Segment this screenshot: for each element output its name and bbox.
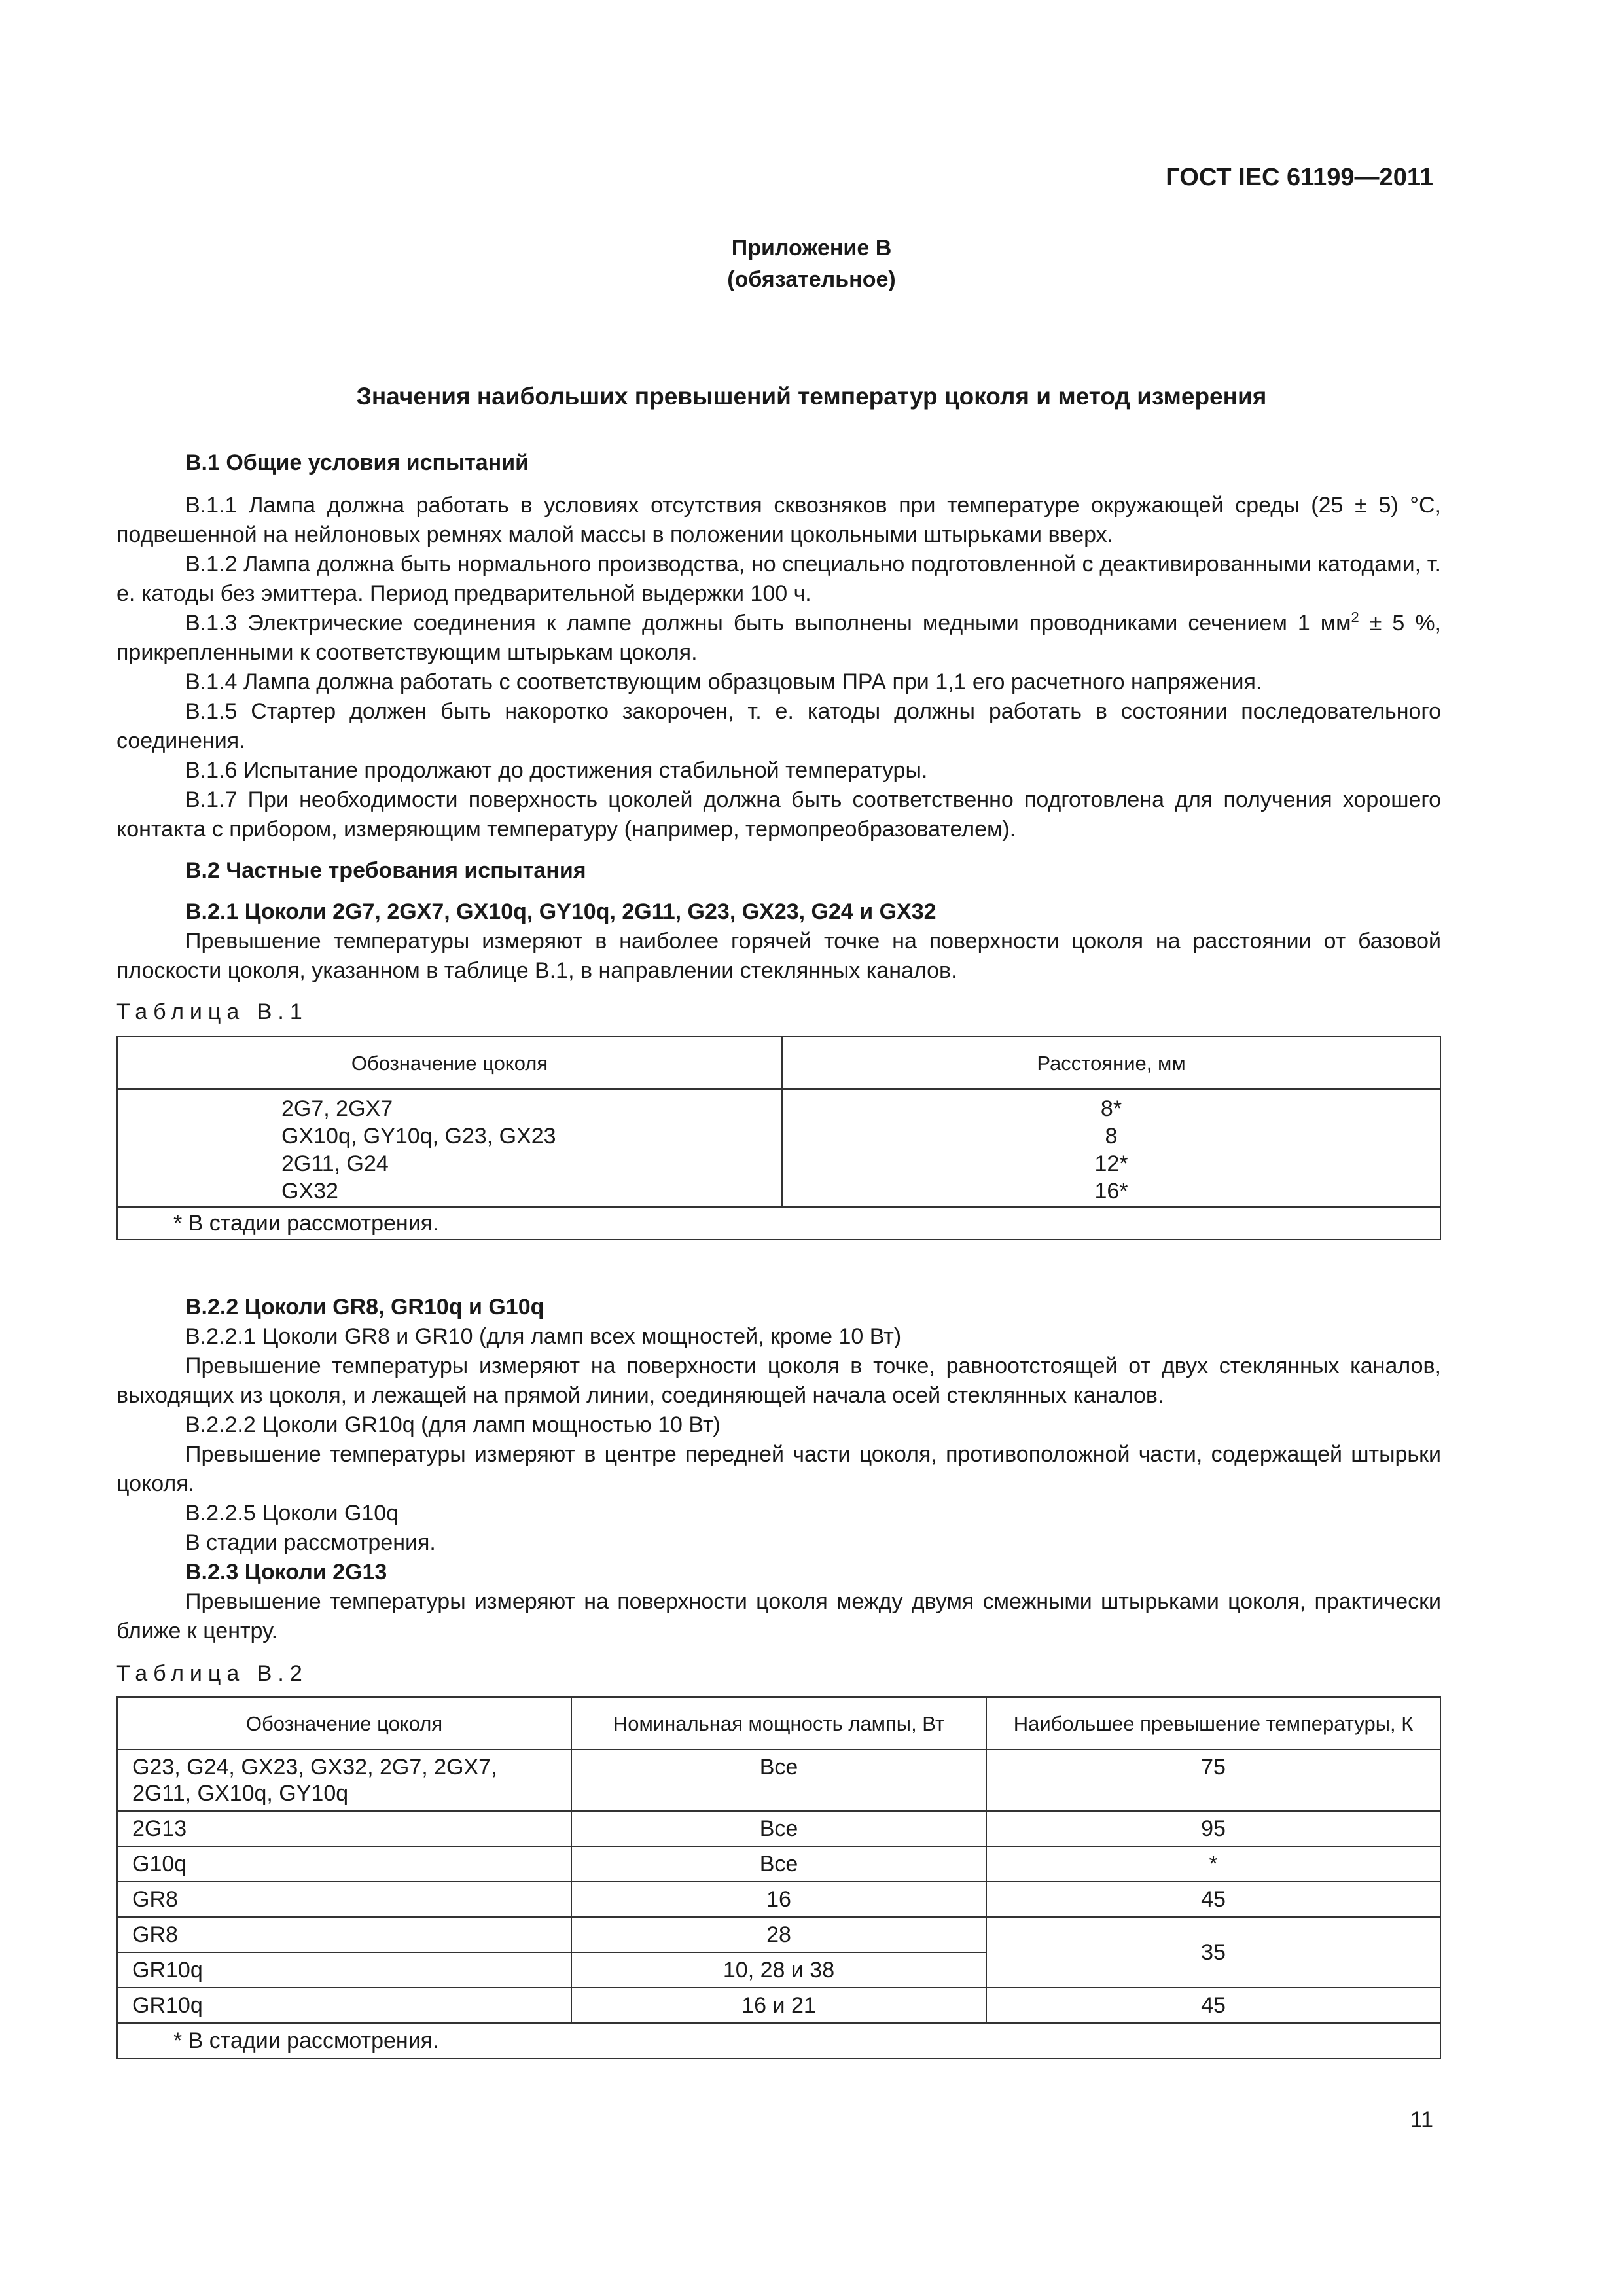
table-row — [117, 1988, 1440, 2023]
distance-value: 8 — [1105, 1124, 1118, 1149]
paragraph — [116, 609, 1441, 668]
table-cell: GR10q — [117, 1952, 571, 1988]
subsection-heading: В.2.3 Цоколи 2G13 — [185, 1560, 387, 1585]
table-cell: GR10q — [117, 1988, 571, 2023]
table-header: Обозначение цоколя — [117, 1697, 571, 1749]
text-run: В.1.3 Электрические соединения к лампе должны быть выполнены медными проводниками сечением 1 мм — [185, 611, 1351, 636]
page-number: 11 — [1410, 2108, 1433, 2132]
annex-title: Приложение В — [731, 236, 892, 260]
table-cell: G10q — [117, 1846, 571, 1882]
distance-value: 16* — [1094, 1179, 1128, 1204]
distance-value: 12* — [1094, 1151, 1128, 1176]
text-run: ± 5 %, прикрепленными к соответствующим штырькам цоколя. — [116, 611, 1441, 665]
table-header: Наибольшее превышение температуры, К — [986, 1697, 1440, 1749]
paragraph: В.1.2 Лампа должна быть нормального производства, но специально подготовленной с деактивированными катодами, т. е. катоды без эмиттера. Период предварительной выдержки 100 ч. — [116, 552, 1441, 606]
cap-value: GX10q, GY10q, G23, GX23 — [281, 1124, 556, 1149]
table-cell: Все — [571, 1811, 986, 1846]
table-b2 — [116, 1696, 1441, 2059]
table-cell: 10, 28 и 38 — [571, 1952, 986, 1988]
paragraph: Превышение температуры измеряют в наиболее горячей точке на поверхности цоколя на расстоянии от базовой плоскости цоколя, указанном в таблице В.1, в направлении стеклянных каналов. — [116, 929, 1441, 983]
table-cell: 16 и 21 — [571, 1988, 986, 2023]
table-cell: 16 — [571, 1882, 986, 1917]
cap-value: GX32 — [281, 1179, 338, 1204]
table-row — [117, 1846, 1440, 1882]
paragraph: В стадии рассмотрения. — [185, 1530, 436, 1555]
table-note: * В стадии рассмотрения. — [117, 2023, 1440, 2058]
paragraph: В.1.1 Лампа должна работать в условиях отсутствия сквозняков при температуре окружающей среды (25 ± 5) °С, подвешенной на нейлоновых ремнях малой массы в положении цокольными штырьками вверх. — [116, 493, 1441, 547]
paragraph: В.2.2.2 Цоколи GR10q (для ламп мощностью 10 Вт) — [185, 1412, 721, 1437]
table-row — [117, 1917, 1440, 1952]
section-b1 — [116, 448, 1441, 1240]
table-header: Расстояние, мм — [782, 1037, 1440, 1089]
cap-value: 2G11, G24 — [281, 1151, 389, 1176]
table-cell: 45 — [986, 1988, 1440, 2023]
subsection-heading: В.2.2 Цоколи GR8, GR10q и G10q — [185, 1295, 544, 1319]
table-b1 — [116, 1036, 1441, 1240]
table-cell: 28 — [571, 1917, 986, 1952]
main-title: Значения наибольших превышений температур цоколя и метод измерения — [356, 383, 1267, 410]
paragraph: В.2.2.5 Цоколи G10q — [185, 1501, 399, 1526]
table-cell: GR8 — [117, 1882, 571, 1917]
paragraph: В.2.2.1 Цоколи GR8 и GR10 (для ламп всех мощностей, кроме 10 Вт) — [185, 1324, 902, 1349]
paragraph: Превышение температуры измеряют в центре передней части цоколя, противоположной части, содержащей штырьки цоколя. — [116, 1442, 1441, 1496]
table-cell: Все — [571, 1749, 986, 1811]
paragraph: В.1.7 При необходимости поверхность цоколей должна быть соответственно подготовлена для получения хорошего контакта с прибором, измеряющим температуру (например, термопреобразователем). — [116, 787, 1441, 842]
paragraph: В.1.6 Испытание продолжают до достижения стабильной температуры. — [185, 758, 928, 783]
paragraph: Превышение температуры измеряют на поверхности цоколя между двумя смежными штырьками цоколя, практически ближе к центру. — [116, 1589, 1441, 1643]
paragraph: В.1.5 Стартер должен быть накоротко закорочен, т. е. катоды должны работать в состоянии последовательного соединения. — [116, 699, 1441, 753]
table-cell — [117, 1089, 782, 1207]
table-cell: GR8 — [117, 1917, 571, 1952]
table-note: * В стадии рассмотрения. — [117, 1207, 1440, 1240]
table-cell: 95 — [986, 1811, 1440, 1846]
superscript: 2 — [1351, 609, 1359, 626]
table-cell: G23, G24, GX23, GX32, 2G7, 2GX7, 2G11, GX10q, GY10q — [117, 1749, 571, 1811]
paragraph: Превышение температуры измеряют на поверхности цоколя в точке, равноотстоящей от двух стеклянных каналов, выходящих из цоколя, и лежащей на прямой линии, соединяющей начала осей стеклянных каналов. — [116, 1354, 1441, 1408]
section-heading: В.2 Частные требования испытания — [185, 858, 586, 883]
table-caption: Таблица В.1 — [116, 999, 308, 1024]
table-cell: 35 — [986, 1917, 1440, 1988]
subsection-heading: В.2.1 Цоколи 2G7, 2GX7, GX10q, GY10q, 2G11, G23, GX23, G24 и GX32 — [185, 899, 936, 924]
section-heading: В.1 Общие условия испытаний — [185, 450, 529, 475]
table-header: Обозначение цоколя — [117, 1037, 782, 1089]
table-row — [117, 1811, 1440, 1846]
table-cell: Все — [571, 1846, 986, 1882]
table-cell: * — [986, 1846, 1440, 1882]
paragraph: В.1.4 Лампа должна работать с соответствующим образцовым ПРА при 1,1 его расчетного напряжения. — [185, 670, 1262, 694]
annex-status: (обязательное) — [727, 267, 896, 292]
table-cell: 75 — [986, 1749, 1440, 1811]
table-cell: 45 — [986, 1882, 1440, 1917]
section-b22 — [116, 1293, 1441, 2059]
table-header: Номинальная мощность лампы, Вт — [571, 1697, 986, 1749]
cap-value: 2G7, 2GX7 — [281, 1096, 393, 1121]
table-caption: Таблица В.2 — [116, 1661, 308, 1686]
table-cell — [782, 1089, 1440, 1207]
distance-value: 8* — [1100, 1096, 1122, 1121]
table-cell: 2G13 — [117, 1811, 571, 1846]
table-row — [117, 1882, 1440, 1917]
document-id: ГОСТ IEC 61199—2011 — [1166, 164, 1433, 191]
table-row — [117, 1749, 1440, 1811]
